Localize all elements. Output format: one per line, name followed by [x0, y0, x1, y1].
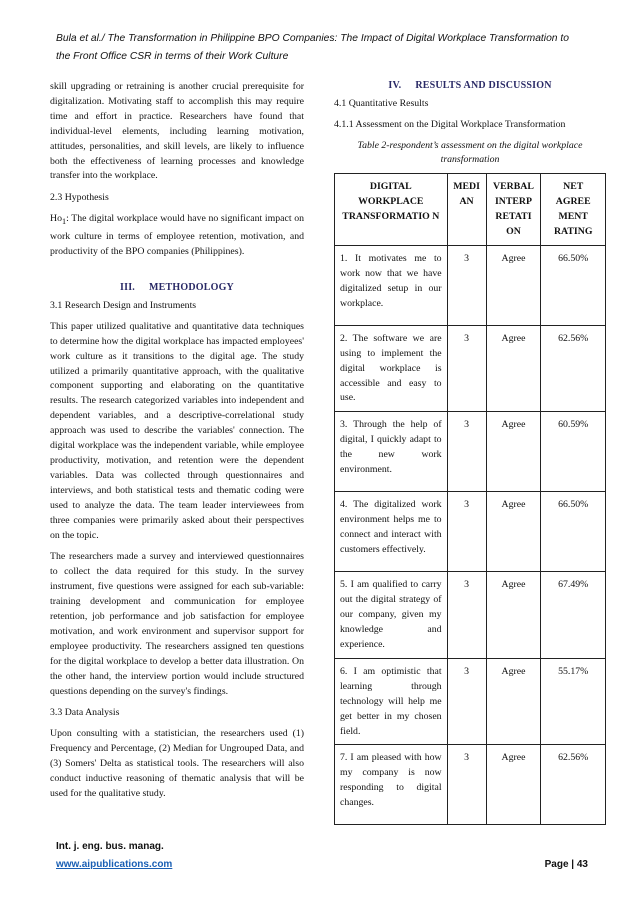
table-row: [335, 492, 606, 572]
interpretation-cell: Agree: [486, 572, 541, 659]
website-link[interactable]: www.aipublications.com: [56, 859, 173, 870]
rating-cell: 62.56%: [541, 745, 606, 825]
methodology-title: METHODOLOGY: [149, 281, 234, 293]
analysis-heading: 3.3 Data Analysis: [50, 707, 120, 719]
table-row: [335, 745, 606, 825]
page-footer: [56, 838, 588, 874]
rating-cell: 60.59%: [541, 412, 606, 492]
table-row: [335, 412, 606, 492]
paragraph-analysis: Upon consulting with a statistician, the researchers used (1) Frequency and Percentage, (2) Median for Ungrouped Data, and (3) Somers' Delta as statistical tools. The researchers will also conduct inductive reasoning of thematic analysis that will be used for the qualitative study.: [50, 728, 304, 800]
hypothesis-label: Ho: [50, 213, 62, 225]
interpretation-cell: Agree: [486, 745, 541, 825]
statement-cell: 5. I am qualified to carry out the digital strategy of our company, given my knowledge and experience.: [335, 572, 448, 659]
running-title: Bula et al./ The Transformation in Philippine BPO Companies: The Impact of Digital Workplace Transformation to the Front Office CSR in terms of their Work Culture: [56, 33, 569, 62]
statement-cell: 7. I am pleased with how my company is now responding to digital changes.: [335, 745, 448, 825]
header-cell-interpretation: VERBAL INTERP RETATI ON: [486, 173, 541, 245]
interpretation-cell: Agree: [486, 492, 541, 572]
statement-cell: 1. It motivates me to work now that we have digitalized setup in our workplace.: [335, 245, 448, 325]
methodology-heading: [50, 282, 304, 293]
quant-heading: 4.1 Quantitative Results: [334, 98, 429, 109]
journal-name: Int. j. eng. bus. manag.: [56, 841, 164, 852]
hypothesis-heading: 2.3 Hypothesis: [50, 192, 109, 204]
median-cell: 3: [447, 412, 486, 492]
median-cell: 3: [447, 658, 486, 745]
rating-cell: 62.56%: [541, 325, 606, 412]
median-cell: 3: [447, 572, 486, 659]
results-title: RESULTS AND DISCUSSION: [415, 80, 552, 91]
assessment-heading: 4.1.1 Assessment on the Digital Workplace Transformation: [334, 118, 566, 130]
rating-cell: 66.50%: [541, 492, 606, 572]
paragraph-survey: The researchers made a survey and interviewed questionnaires to collect the data required for this study. In the survey instrument, five questions were assigned for each sub-variable: training development and communication for employee retention, job performance and job satisfaction for employee motivation, and work environment and supervisor support for employee productivity. The researchers assigned ten questions for the digital workplace to develop a better data illustration. On the other hand, the interview portion would include structured questions depending on the survey's findings.: [50, 551, 304, 697]
header-cell-median: MEDI AN: [447, 173, 486, 245]
hypothesis-paragraph: [50, 212, 304, 260]
table-row: [335, 658, 606, 745]
interpretation-cell: Agree: [486, 412, 541, 492]
statement-cell: 6. I am optimistic that learning through technology will help me get better in my chosen field.: [335, 658, 448, 745]
median-cell: 3: [447, 492, 486, 572]
median-cell: 3: [447, 325, 486, 412]
methodology-number: III.: [120, 281, 135, 293]
rating-cell: 55.17%: [541, 658, 606, 745]
page-number: Page | 43: [544, 859, 588, 870]
table-caption: Table 2-respondent’s assessment on the digital workplace transformation: [357, 139, 583, 165]
interpretation-cell: Agree: [486, 658, 541, 745]
assessment-table: [334, 173, 606, 826]
median-cell: 3: [447, 245, 486, 325]
interpretation-cell: Agree: [486, 245, 541, 325]
header-cell-rating: NET AGREE MENT RATING: [541, 173, 606, 245]
running-header: [56, 30, 586, 66]
hypothesis-subscript: 1: [61, 217, 67, 227]
paragraph-design: This paper utilized qualitative and quantitative data techniques to determine how the digital workplace has impacted employees' work culture as it transitions to the digital age. The study utilized a primarily quantitative approach, with the qualitative component supporting and elaborating on the quantitative results. The research categorized variables into independent and dependent variables, and a descriptive-correlational study approach was used to describe the variables' connection. The digital workplace was the independent variable, while employee productivity, motivation, and retention were the dependent variables. Data was collected through questionnaires and interviews, and both statistical tests and thematic coding were used to analyze the data. The team leader interviewees from three companies were primarily asked about their perspectives on the topic.: [50, 320, 304, 541]
statement-cell: 3. Through the help of digital, I quickly adapt to the new work environment.: [335, 412, 448, 492]
table-row: [335, 325, 606, 412]
header-cell-statement: DIGITAL WORKPLACE TRANSFORMATIO N: [335, 173, 448, 245]
table-row: [335, 245, 606, 325]
results-number: IV.: [388, 80, 402, 91]
hypothesis-text: : The digital workplace would have no significant impact on work culture in terms of employee retention, motivation, and productivity of the BPO companies (Philippines).: [50, 213, 304, 258]
paragraph-intro: skill upgrading or retraining is another crucial prerequisite for digitalization. Motivating staff to accomplish this may require time and effort in practice. Researchers have found that individual-level elements, including learning motivation, attitudes, personalities, and skill levels, are likely to influence both the effectiveness of learning processes and knowledge transfer into the workplace.: [50, 81, 304, 182]
rating-cell: 66.50%: [541, 245, 606, 325]
statement-cell: 2. The software we are using to implement the digital workplace is accessible and easy to use.: [335, 325, 448, 412]
interpretation-cell: Agree: [486, 325, 541, 412]
left-column: [50, 80, 304, 809]
median-cell: 3: [447, 745, 486, 825]
results-heading: [334, 80, 606, 91]
table-header-row: [335, 173, 606, 245]
design-heading: 3.1 Research Design and Instruments: [50, 299, 197, 311]
right-column: [334, 80, 606, 825]
statement-cell: 4. The digitalized work environment helps me to connect and interact with customers effectively.: [335, 492, 448, 572]
table-row: [335, 572, 606, 659]
rating-cell: 67.49%: [541, 572, 606, 659]
